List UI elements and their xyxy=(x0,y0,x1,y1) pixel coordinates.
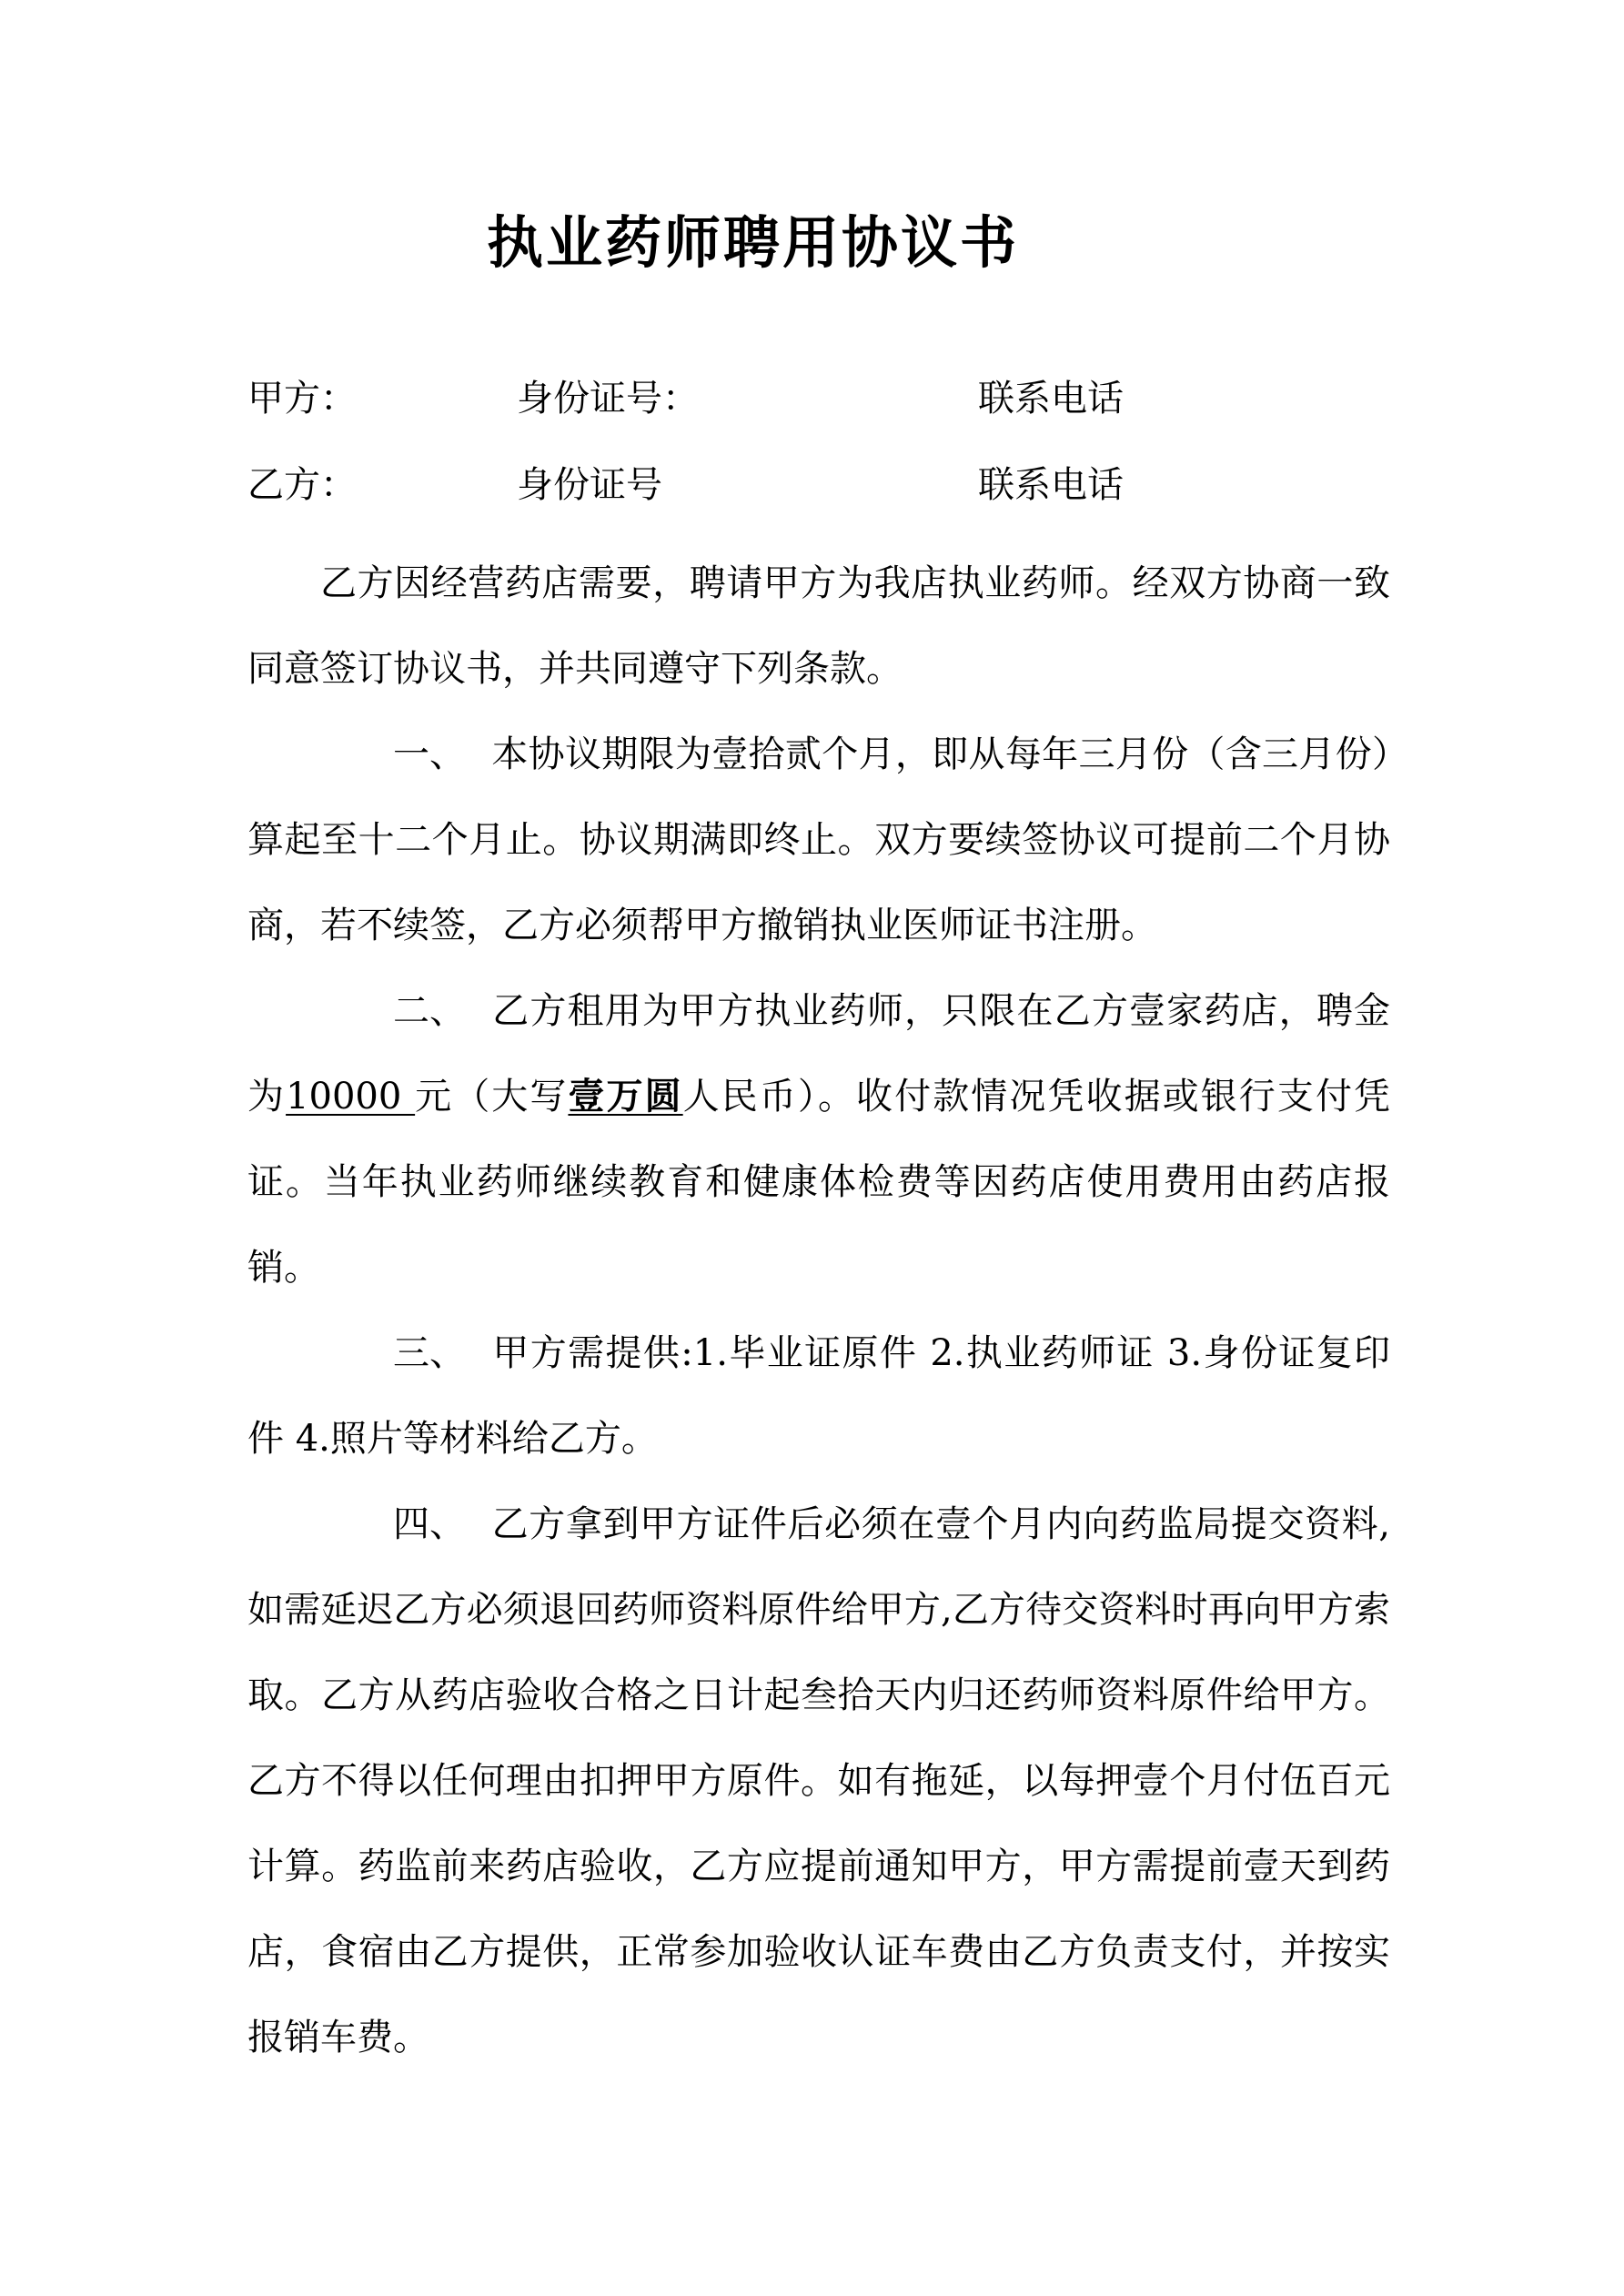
clause-4-text: 乙方拿到甲方证件后必须在壹个月内向药监局提交资料,如需延迟乙方必须退回药师资料原件给甲方,乙方待交资料时再向甲方索取。乙方从药店验收合格之日计起叁拾天内归还药师资料原件给甲方。乙方不得以任何理由扣押甲方原件。如有拖延，以每押壹个月付伍百元计算。药监前来药店验收，乙方应提前通知甲方，甲方需提前壹天到药店，食宿由乙方提供，正常参加验收认证车费由乙方负责支付，并按实报销车费。 xyxy=(247,1503,1390,2058)
clause-2-text-before: 乙方租用为甲方执业药师，只限在乙方壹家药店，聘金为 xyxy=(247,990,1390,1118)
clause-2 xyxy=(247,968,1390,1310)
party-a-row xyxy=(247,371,1385,426)
clause-1 xyxy=(247,712,1390,968)
party-a-label: 甲方： xyxy=(247,378,357,420)
clause-4-number: 四、 xyxy=(393,1503,466,1545)
fee-amount-words: 壹万圆 xyxy=(568,1075,683,1118)
party-a-id-label: 身份证号： xyxy=(517,378,699,420)
intro-paragraph: 乙方因经营药店需要，聘请甲方为我店执业药师。经双方协商一致同意签订协议书，并共同遵守下列条款。 xyxy=(247,562,1390,690)
party-a-phone-label: 联系电话 xyxy=(978,378,1124,420)
party-b-id-label: 身份证号 xyxy=(517,464,662,506)
clause-1-number: 一、 xyxy=(393,733,466,775)
clause-2-number: 二、 xyxy=(393,990,466,1032)
party-b-row xyxy=(247,458,1385,512)
agreement-body xyxy=(247,541,1390,2080)
fee-amount: 10000 xyxy=(286,1076,416,1118)
party-b-phone-label: 联系电话 xyxy=(978,464,1124,506)
party-b-label: 乙方： xyxy=(247,464,357,506)
document-title: 执业药师聘用协议书 xyxy=(486,209,1019,276)
clause-2-text-mid: 元（大写 xyxy=(415,1076,569,1118)
clause-2-text-after: 人民币）。收付款情况凭收据或银行支付凭证。当年执业药师继续教育和健康体检费等因药店使用费用由药店报销。 xyxy=(247,1076,1391,1289)
clause-1-text: 本协议期限为壹拾贰个月，即从每年三月份（含三月份）算起至十二个月止。协议期满即终止。双方要续签协议可提前二个月协商，若不续签，乙方必须帮甲方撤销执业医师证书注册。 xyxy=(247,733,1390,946)
clause-3 xyxy=(247,1310,1390,1482)
clause-3-number: 三、 xyxy=(393,1332,466,1374)
clause-4 xyxy=(247,1482,1390,2080)
clause-3-text: 甲方需提供:1.毕业证原件 2.执业药师证 3.身份证复印件 4.照片等材料给乙方。 xyxy=(247,1332,1390,1460)
